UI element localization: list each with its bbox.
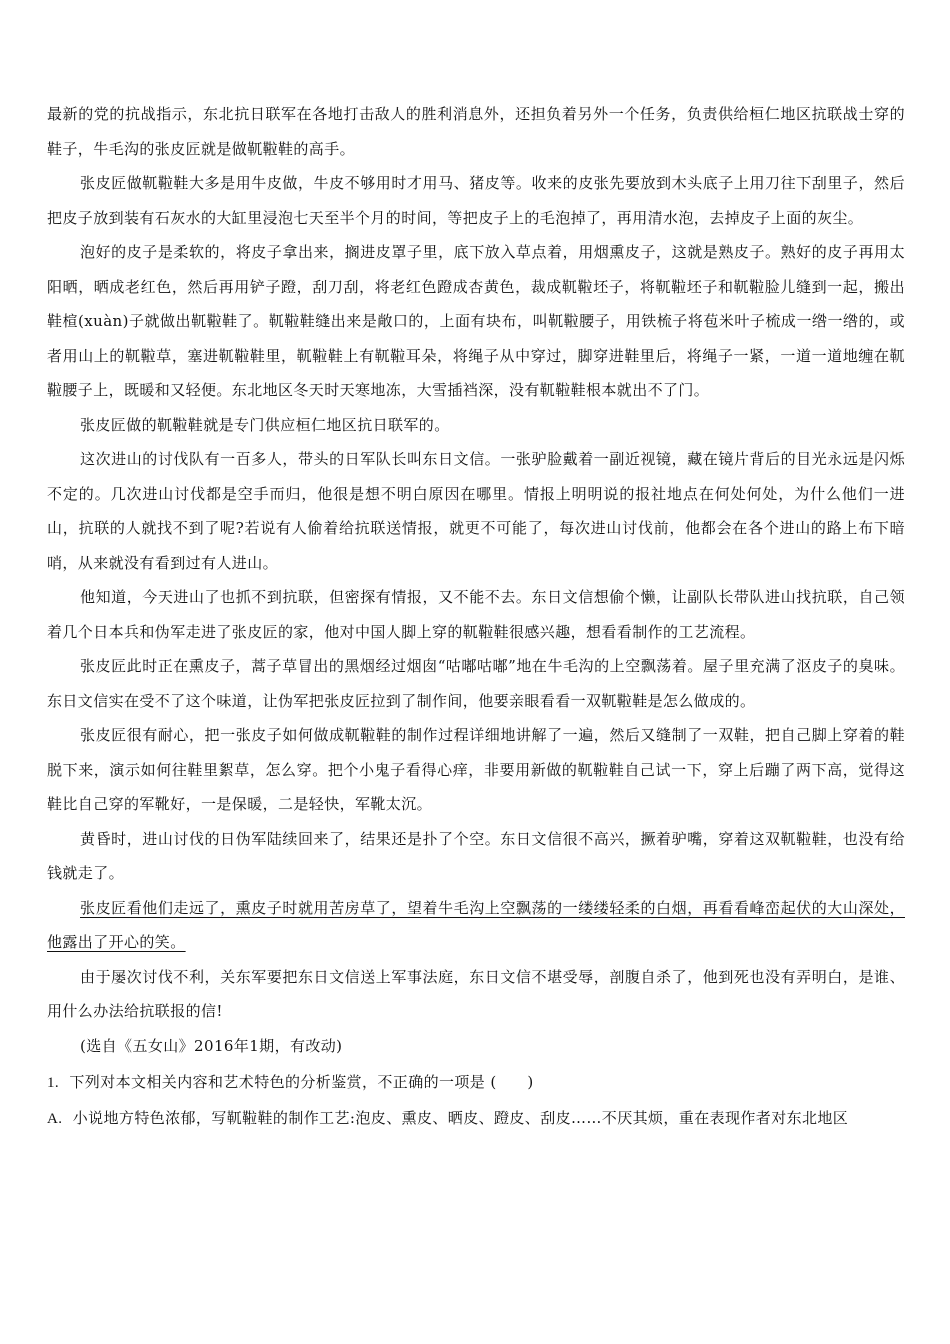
paragraph-8: 张皮匠很有耐心，把一张皮子如何做成靰鞡鞋的制作过程详细地讲解了一遍，然后又缝制了一双鞋，把自己脚上穿着的鞋脱下来，演示如何往鞋里絮草，怎么穿。把个小鬼子看得心痒，非要用新做的靰鞡鞋自己试一下，穿上后蹦了两下高，觉得这鞋比自己穿的军靴好，一是保暖，二是轻快，军靴太沉。 — [47, 726, 905, 813]
paragraph-9: 黄昏时，进山讨伐的日伪军陆续回来了，结果还是扑了个空。东日文信很不高兴，撅着驴嘴，穿着这双靰鞡鞋，也没有给钱就走了。 — [47, 829, 905, 882]
paragraph-10-underlined — [47, 891, 905, 960]
question-text: 下列对本文相关内容和艺术特色的分析鉴赏，不正确的一项是 ( ) — [69, 1073, 534, 1091]
document-page — [47, 97, 905, 1136]
paragraph-6: 他知道，今天进山了也抓不到抗联，但密探有情报，又不能不去。东日文信想偷个懒，让副队长带队进山找抗联，自己领着几个日本兵和伪军走进了张皮匠的家，他对中国人脚上穿的靰鞡鞋很感兴趣，想看看制作的工艺流程。 — [47, 588, 905, 641]
question-number: 1. — [47, 1075, 60, 1091]
paragraph-1: 最新的党的抗战指示，东北抗日联军在各地打击敌人的胜利消息外，还担负着另外一个任务，负责供给桓仁地区抗联战士穿的鞋子，牛毛沟的张皮匠就是做靰鞡鞋的高手。 — [47, 105, 905, 158]
paragraph-4: 张皮匠做的靰鞡鞋就是专门供应桓仁地区抗日联军的。 — [80, 415, 450, 434]
paragraph-11: 由于屡次讨伐不利，关东军要把东日文信送上军事法庭，东日文信不堪受辱，剖腹自杀了，他到死也没有弄明白，是谁、用什么办法给抗联报的信! — [47, 967, 905, 1020]
option-a-text: 小说地方特色浓郁，写靰鞡鞋的制作工艺:泡皮、熏皮、晒皮、蹬皮、刮皮……不厌其烦，重在表现作者对东北地区 — [72, 1108, 849, 1127]
paragraph-5: 这次进山的讨伐队有一百多人，带头的日军队长叫东日文信。一张驴脸戴着一副近视镜，藏在镜片背后的目光永远是闪烁不定的。几次进山讨伐都是空手而归，他很是想不明白原因在哪里。情报上明明说的报社地点在何处何处，为什么他们一进山，抗联的人就找不到了呢?若说有人偷着给抗联送情报，就更不可能了，每次进山讨伐前，他都会在各个进山的路上布下暗哨，从来就没有看到过有人进山。 — [47, 450, 905, 572]
paragraph-2: 张皮匠做靰鞡鞋大多是用牛皮做，牛皮不够用时才用马、猪皮等。收来的皮张先要放到木头底子上用刀往下刮里子，然后把皮子放到装有石灰水的大缸里浸泡七天至半个月的时间，等把皮子上的毛泡掉了，再用清水泡，去掉皮子上面的灰尘。 — [47, 174, 905, 227]
underlined-sentence: 张皮匠看他们走远了，熏皮子时就用苦房草了，望着牛毛沟上空飘荡的一缕缕轻柔的白烟，再看看峰峦起伏的大山深处，他露出了开心的笑。 — [47, 898, 905, 951]
source-citation: (选自《五女山》2016年1期，有改动) — [80, 1036, 343, 1055]
question-1 — [47, 1065, 905, 1101]
paragraph-3: 泡好的皮子是柔软的，将皮子拿出来，搁进皮罩子里，底下放入草点着，用烟熏皮子，这就是熟皮子。熟好的皮子再用太阳晒，晒成老红色，然后再用铲子蹬，刮刀刮，将老红色蹬成杏黄色，裁成靰鞡坯子，将靰鞡坯子和靰鞡脸儿缝到一起，搬出鞋楦(xuàn)子就做出靰鞡鞋了。靰鞡鞋缝出来是敞口的，上面有块布，叫靰鞡腰子，用铁梳子将苞米叶子梳成一绺一绺的，或者用山上的靰鞡草，塞进靰鞡鞋里，靰鞡鞋上有靰鞡耳朵，将绳子从中穿过，脚穿进鞋里后，将绳子一紧，一道一道地缠在靰鞡腰子上，既暖和又轻便。东北地区冬天时天寒地冻，大雪插裆深，没有靰鞡鞋根本就出不了门。 — [47, 243, 905, 399]
option-a — [47, 1101, 905, 1137]
option-a-label: A. — [47, 1110, 63, 1127]
paragraph-7: 张皮匠此时正在熏皮子，蒿子草冒出的黑烟经过烟囱“咕嘟咕嘟”地在牛毛沟的上空飘荡着。屋子里充满了沤皮子的臭味。东日文信实在受不了这个味道，让伪军把张皮匠拉到了制作间，他要亲眼看看一双靰鞡鞋是怎么做成的。 — [47, 657, 905, 710]
